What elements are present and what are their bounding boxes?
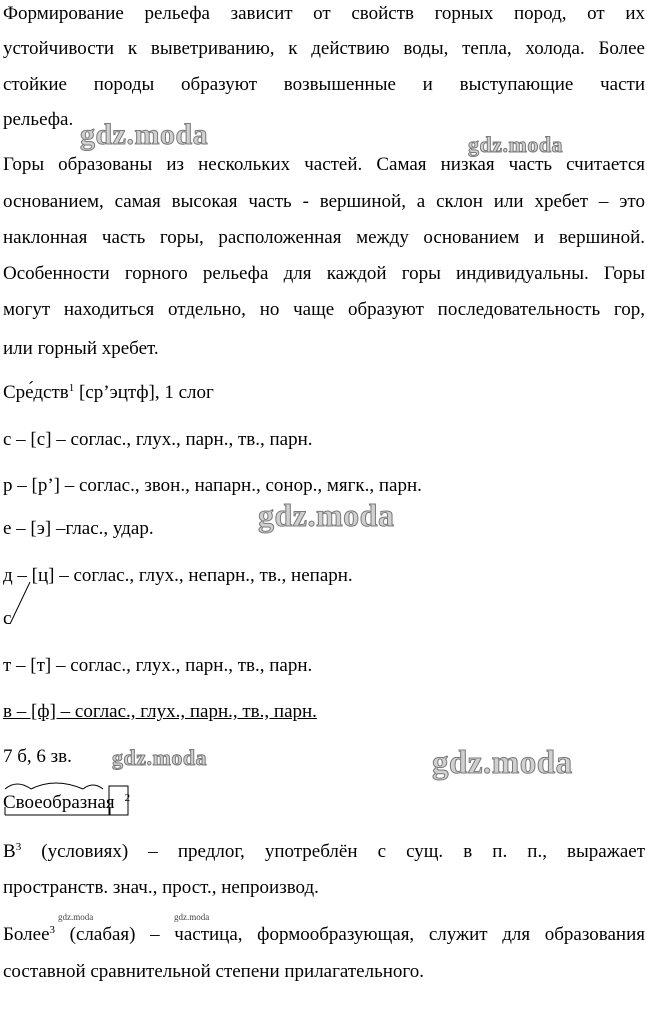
watermark: gdz.moda (258, 497, 395, 533)
analysis-row-v: в – [ф] – соглас., глух., парн., тв., парн. (3, 701, 317, 722)
analysis-summary: 7 б, 6 зв. (3, 746, 72, 767)
para-bolee-line-1 (3, 923, 645, 947)
para-v-line-1 (3, 840, 645, 864)
paragraph-2-line-6: или горный хребет. (3, 338, 159, 359)
paragraph-1-line-3: стойкие породы образуют возвышенные и выступающие части (3, 74, 645, 95)
morph-word-sup: 2 (124, 792, 131, 804)
para-v-text: (условиях) – предлог, употреблён с сущ. в п. п., выражает (21, 841, 645, 862)
watermark: gdz.moda (468, 132, 564, 157)
paragraph-2-line-3: наклонная часть горы, расположенная между основанием и вершиной. (3, 227, 645, 248)
paragraph-1-line-4: рельефа. (3, 109, 74, 130)
paragraph-2-line-5: могут находиться отдельно, но чаще образуют последовательность гор, (3, 299, 645, 320)
morpheme-marks (3, 777, 138, 827)
watermark: gdz.moda (80, 118, 209, 151)
analysis-row-t: т – [т] – соглас., глух., парн., тв., парн. (3, 655, 313, 676)
watermark: gdz.moda (112, 745, 208, 770)
analysis-word: Сре́дств (3, 382, 69, 403)
watermark: gdz.moda (174, 912, 210, 922)
analysis-row-e: е – [э] –глас., удар. (3, 518, 154, 539)
analysis-word-sup: 1 (68, 382, 75, 394)
analysis-heading (3, 381, 214, 405)
para-v-line-2: пространств. знач., прост., непроизвод. (3, 877, 319, 898)
morph-word-line (3, 791, 130, 815)
paragraph-2-line-2: основанием, самая высокая часть - вершиной, а склон или хребет – это (3, 191, 645, 212)
analysis-transcription: [ср’эцтф], 1 слог (74, 382, 214, 403)
para-bolee-line-2: составной сравнительной степени прилагательного. (3, 961, 424, 982)
para-bolee-word: Более (3, 924, 50, 945)
morph-word-text: Своеобразная (3, 792, 115, 813)
paragraph-2-line-1: Горы образованы из нескольких частей. Самая низкая часть считается (3, 154, 645, 175)
watermark: gdz.moda (432, 745, 573, 781)
analysis-row-s2: с (3, 608, 12, 629)
para-bolee-text: (слабая) – частица, формообразующая, служит для образования (55, 924, 645, 945)
para-v-word: В (3, 841, 16, 862)
watermark: gdz.moda (58, 912, 94, 922)
paragraph-2-line-4: Особенности горного рельефа для каждой горы индивидуальны. Горы (3, 263, 645, 284)
analysis-row-d: д – [ц] – соглас., глух., непарн., тв., непарн. (3, 565, 353, 586)
para-bolee-sup: 3 (49, 924, 56, 936)
para-v-sup: 3 (15, 841, 22, 853)
analysis-row-r: р – [р’] – соглас., звон., напарн., сонор., мягк., парн. (3, 475, 422, 496)
paragraph-1-line-1: Формирование рельефа зависит от свойств горных пород, от их (3, 3, 645, 24)
paragraph-1-line-2: устойчивости к выветриванию, к действию воды, тепла, холода. Более (3, 38, 645, 59)
analysis-row-s: с – [с] – соглас., глух., парн., тв., парн. (3, 429, 313, 450)
morph-word (3, 791, 115, 815)
